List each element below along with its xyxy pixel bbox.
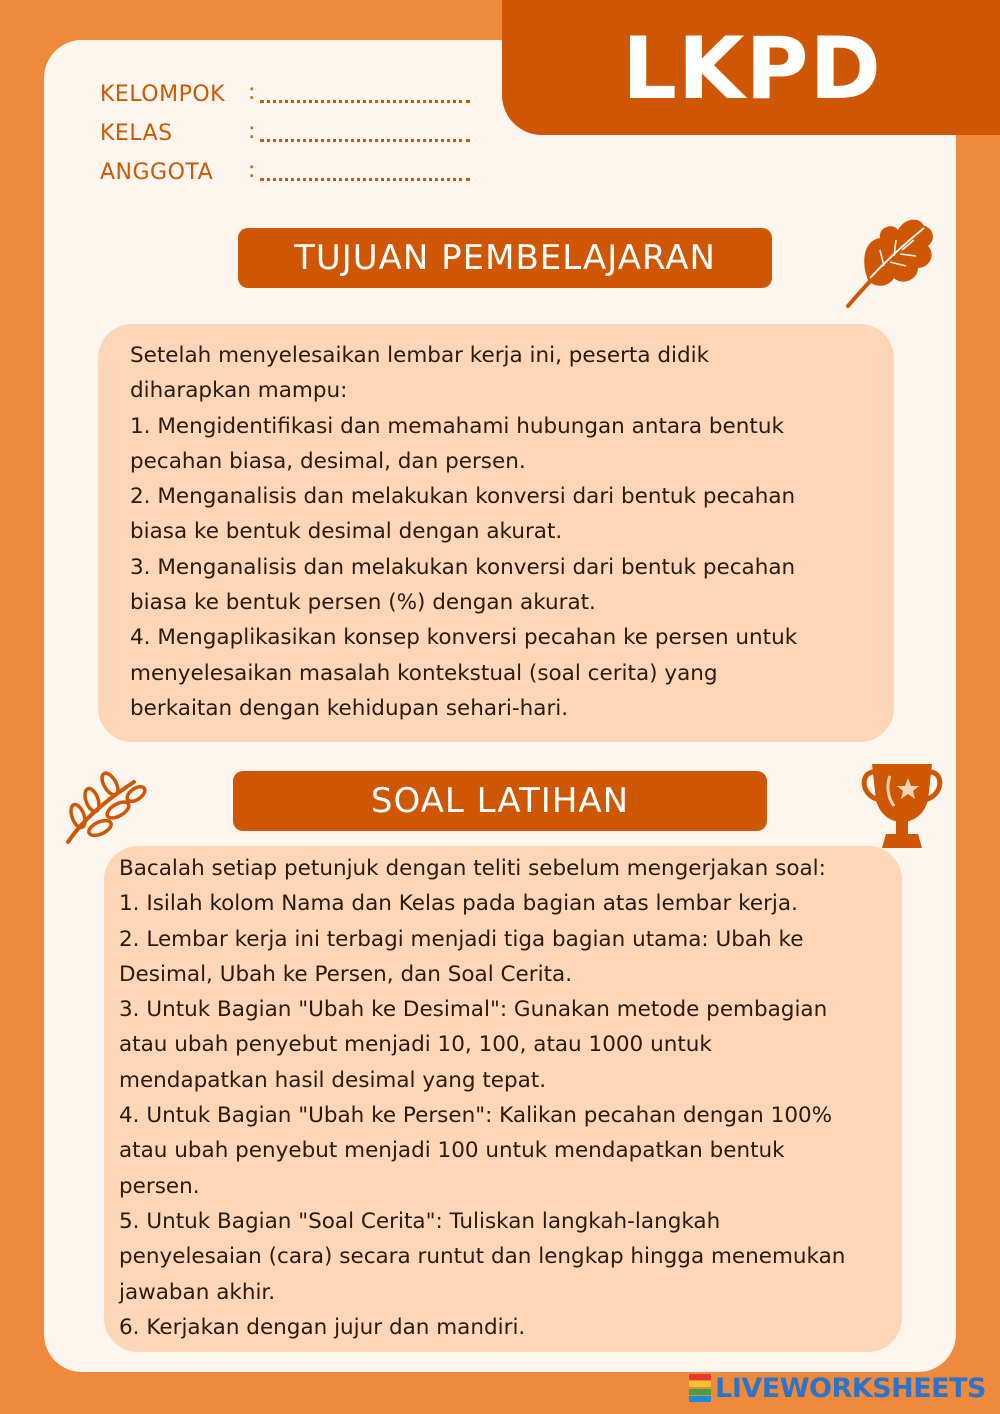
- text-line: 6. Kerjakan dengan jujur dan mandiri.: [119, 1314, 526, 1340]
- objectives-text: [130, 338, 797, 726]
- text-line: penyelesaian (cara) secara runtut dan lengkap hingga menemukan: [119, 1244, 846, 1270]
- anggota-input-line[interactable]: [260, 178, 470, 181]
- text-line: Setelah menyelesaikan lembar kerja ini, peserta didik: [130, 343, 710, 368]
- instructions-text: [119, 851, 845, 1345]
- page-title: LKPD: [622, 19, 882, 119]
- section-heading-tujuan: TUJUAN PEMBELAJARAN: [238, 228, 772, 288]
- instructions-panel: [104, 846, 902, 1352]
- text-line: 4. Mengaplikasikan konsep konversi pecahan ke persen untuk: [130, 625, 798, 651]
- text-line: 2. Menganalisis dan melakukan konversi dari bentuk pecahan: [130, 484, 796, 510]
- field-label: KELOMPOK: [100, 82, 226, 107]
- field-colon: :: [248, 119, 256, 144]
- text-line: pecahan biasa, desimal, dan persen.: [130, 448, 526, 474]
- text-line: mendapatkan hasil desimal yang tepat.: [119, 1067, 547, 1093]
- kelas-input-line[interactable]: [260, 139, 470, 142]
- field-colon: :: [248, 158, 256, 183]
- text-line: berkaitan dengan kehidupan sehari-hari.: [130, 695, 569, 721]
- field-anggota: [100, 160, 480, 192]
- text-line: biasa ke bentuk persen (%) dengan akurat.: [130, 590, 596, 616]
- liveworksheets-brand[interactable]: [689, 1370, 986, 1406]
- liveworksheets-logo-icon: [689, 1374, 711, 1402]
- title-tab: [502, 0, 1000, 135]
- field-label: KELAS: [100, 121, 173, 146]
- field-colon: :: [248, 80, 256, 105]
- text-line: menyelesaikan masalah kontekstual (soal cerita) yang: [130, 660, 718, 686]
- text-line: atau ubah penyebut menjadi 10, 100, atau 1000 untuk: [119, 1032, 712, 1058]
- text-line: jawaban akhir.: [119, 1279, 276, 1305]
- text-line: 1. Mengidentifikasi dan memahami hubungan antara bentuk: [130, 413, 784, 439]
- text-line: persen.: [119, 1173, 200, 1199]
- text-line: 3. Menganalisis dan melakukan konversi dari bentuk pecahan: [130, 554, 796, 580]
- kelompok-input-line[interactable]: [260, 100, 470, 103]
- text-line: Bacalah setiap petunjuk dengan teliti sebelum mengerjakan soal:: [119, 856, 826, 881]
- text-line: diharapkan mampu:: [130, 378, 348, 404]
- text-line: 5. Untuk Bagian "Soal Cerita": Tuliskan langkah-langkah: [119, 1208, 721, 1234]
- text-line: 2. Lembar kerja ini terbagi menjadi tiga bagian utama: Ubah ke: [119, 926, 804, 952]
- brand-name: LIVEWORKSHEETS: [715, 1372, 986, 1404]
- section-heading-soal: SOAL LATIHAN: [233, 771, 767, 831]
- leaf-icon: [840, 210, 940, 310]
- text-line: biasa ke bentuk desimal dengan akurat.: [130, 519, 563, 545]
- branch-icon: [60, 768, 150, 848]
- field-kelompok: [100, 82, 480, 114]
- text-line: 4. Untuk Bagian "Ubah ke Persen": Kalikan pecahan dengan 100%: [119, 1103, 833, 1129]
- text-line: Desimal, Ubah ke Persen, dan Soal Cerita.: [119, 961, 573, 987]
- text-line: 1. Isilah kolom Nama dan Kelas pada bagian atas lembar kerja.: [119, 891, 798, 917]
- text-line: 3. Untuk Bagian "Ubah ke Desimal": Gunakan metode pembagian: [119, 997, 828, 1023]
- trophy-icon: [856, 756, 948, 852]
- field-kelas: [100, 121, 480, 153]
- field-label: ANGGOTA: [100, 160, 214, 185]
- text-line: atau ubah penyebut menjadi 100 untuk mendapatkan bentuk: [119, 1138, 785, 1164]
- learning-objectives-panel: [98, 324, 894, 742]
